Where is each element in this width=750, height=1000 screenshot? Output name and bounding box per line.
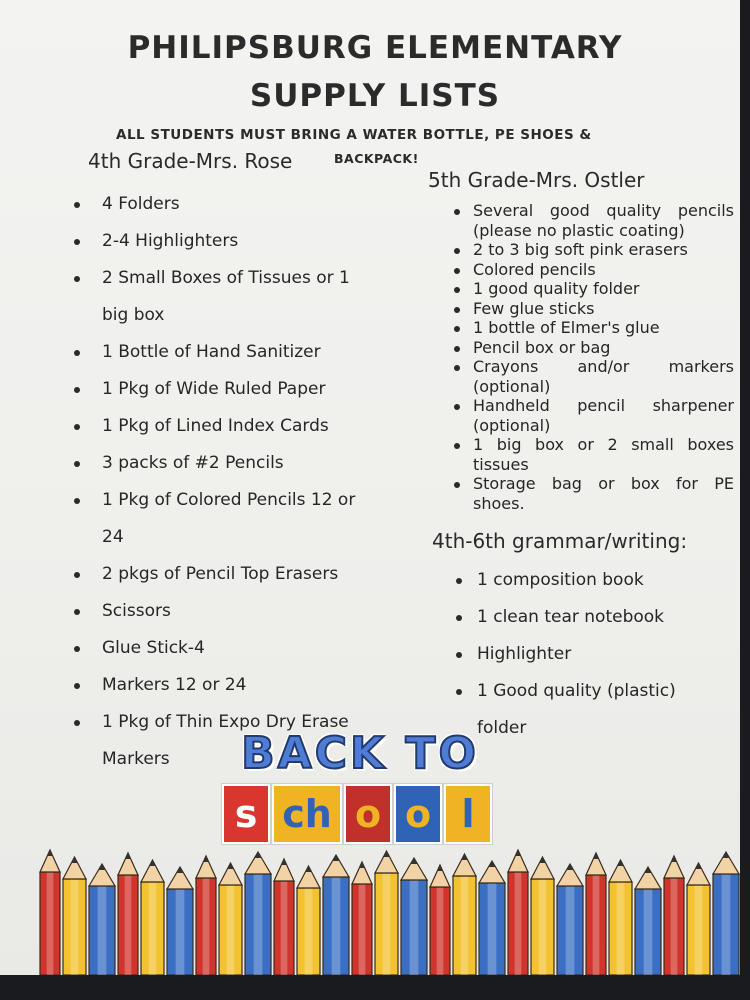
pencil-icon <box>531 857 554 975</box>
letter-tile: l <box>444 784 492 844</box>
pencil-icon <box>401 858 427 975</box>
pencil-icon <box>453 854 476 975</box>
list-item: 1 bottle of Elmer's glue <box>452 318 734 338</box>
back-to-school-title: BACK TO <box>241 728 479 779</box>
pencil-icon <box>609 860 632 975</box>
list-item: 1 Pkg of Lined Index Cards <box>70 408 400 445</box>
letter-tile: o <box>344 784 392 844</box>
list-item: Colored pencils <box>452 260 734 280</box>
list-item: 1 good quality folder <box>452 279 734 299</box>
list-item: 1 Good quality (plastic) <box>452 673 740 710</box>
pencil-border-graphic <box>0 842 740 975</box>
pencil-icon <box>586 853 606 975</box>
list-item: 2 Small Boxes of Tissues or 1 <box>70 260 400 297</box>
pencil-icon <box>375 851 398 975</box>
list-item-continued: big box <box>102 305 165 325</box>
fourth-grade-list <box>70 186 400 778</box>
pencil-icon <box>297 866 320 975</box>
list-item-continued: Markers <box>102 749 170 769</box>
page-subtitle: SUPPLY LISTS <box>249 78 501 114</box>
list-item: Few glue sticks <box>452 299 734 319</box>
list-item: 3 packs of #2 Pencils <box>70 445 400 482</box>
list-item: Markers 12 or 24 <box>70 667 400 704</box>
list-item: 1 big box or 2 small boxes tissues <box>452 435 734 474</box>
pencil-icon <box>479 861 505 975</box>
list-item: Glue Stick-4 <box>70 630 400 667</box>
pencil-icon <box>141 860 164 975</box>
fifth-grade-heading: 5th Grade-Mrs. Ostler <box>428 168 645 192</box>
pencil-icon <box>219 863 242 975</box>
notice-text: ALL STUDENTS MUST BRING A WATER BOTTLE, PE SHOES & <box>116 127 592 143</box>
pencil-icon <box>352 862 372 975</box>
list-item: 1 composition book <box>452 562 740 599</box>
pencil-icon <box>713 852 739 975</box>
list-item: 4 Folders <box>70 186 400 223</box>
pencil-icon <box>687 863 710 975</box>
list-item: 2-4 Highlighters <box>70 223 400 260</box>
list-item: Several good quality pencils (please no plastic coating) <box>452 201 734 240</box>
list-item: Storage bag or box for PE shoes. <box>452 474 734 513</box>
pencil-icon <box>635 867 661 975</box>
fourth-grade-heading: 4th Grade-Mrs. Rose <box>88 149 293 173</box>
list-item: 1 Bottle of Hand Sanitizer <box>70 334 400 371</box>
pencil-icon <box>430 865 450 975</box>
letter-tile: ch <box>272 784 342 844</box>
list-item: 1 Pkg of Colored Pencils 12 or <box>70 482 400 519</box>
list-item: 2 pkgs of Pencil Top Erasers <box>70 556 400 593</box>
list-item: Handheld pencil sharpener (optional) <box>452 396 734 435</box>
pencil-icon <box>557 864 583 975</box>
list-item: 2 to 3 big soft pink erasers <box>452 240 734 260</box>
list-item-continued: folder <box>477 718 527 738</box>
page-title: PHILIPSBURG ELEMENTARY <box>127 30 623 66</box>
fifth-grade-list <box>452 201 734 513</box>
letter-tile: o <box>394 784 442 844</box>
list-item: 1 Pkg of Thin Expo Dry Erase <box>70 704 400 741</box>
list-item-continued: 24 <box>102 527 124 547</box>
list-item: Scissors <box>70 593 400 630</box>
pencil-icon <box>167 867 193 975</box>
letter-tile: s <box>222 784 270 844</box>
school-letter-tiles <box>222 784 492 842</box>
pencil-icon <box>196 856 216 975</box>
notice-text-continued: BACKPACK! <box>334 151 419 166</box>
pencil-icon <box>63 857 86 975</box>
grammar-list <box>452 562 740 747</box>
pencil-icon <box>245 852 271 975</box>
pencil-icon <box>664 856 684 975</box>
list-item: Highlighter <box>452 636 740 673</box>
pencil-icon <box>323 855 349 975</box>
pencil-icon <box>89 864 115 975</box>
pencil-icon <box>118 853 138 975</box>
list-item: 1 clean tear notebook <box>452 599 740 636</box>
pencil-icon <box>40 850 60 975</box>
pencil-icon <box>274 859 294 975</box>
pencil-icon <box>508 850 528 975</box>
list-item: Pencil box or bag <box>452 338 734 358</box>
list-item: 1 Pkg of Wide Ruled Paper <box>70 371 400 408</box>
grammar-heading: 4th-6th grammar/writing: <box>432 529 688 553</box>
list-item: Crayons and/or markers (optional) <box>452 357 734 396</box>
